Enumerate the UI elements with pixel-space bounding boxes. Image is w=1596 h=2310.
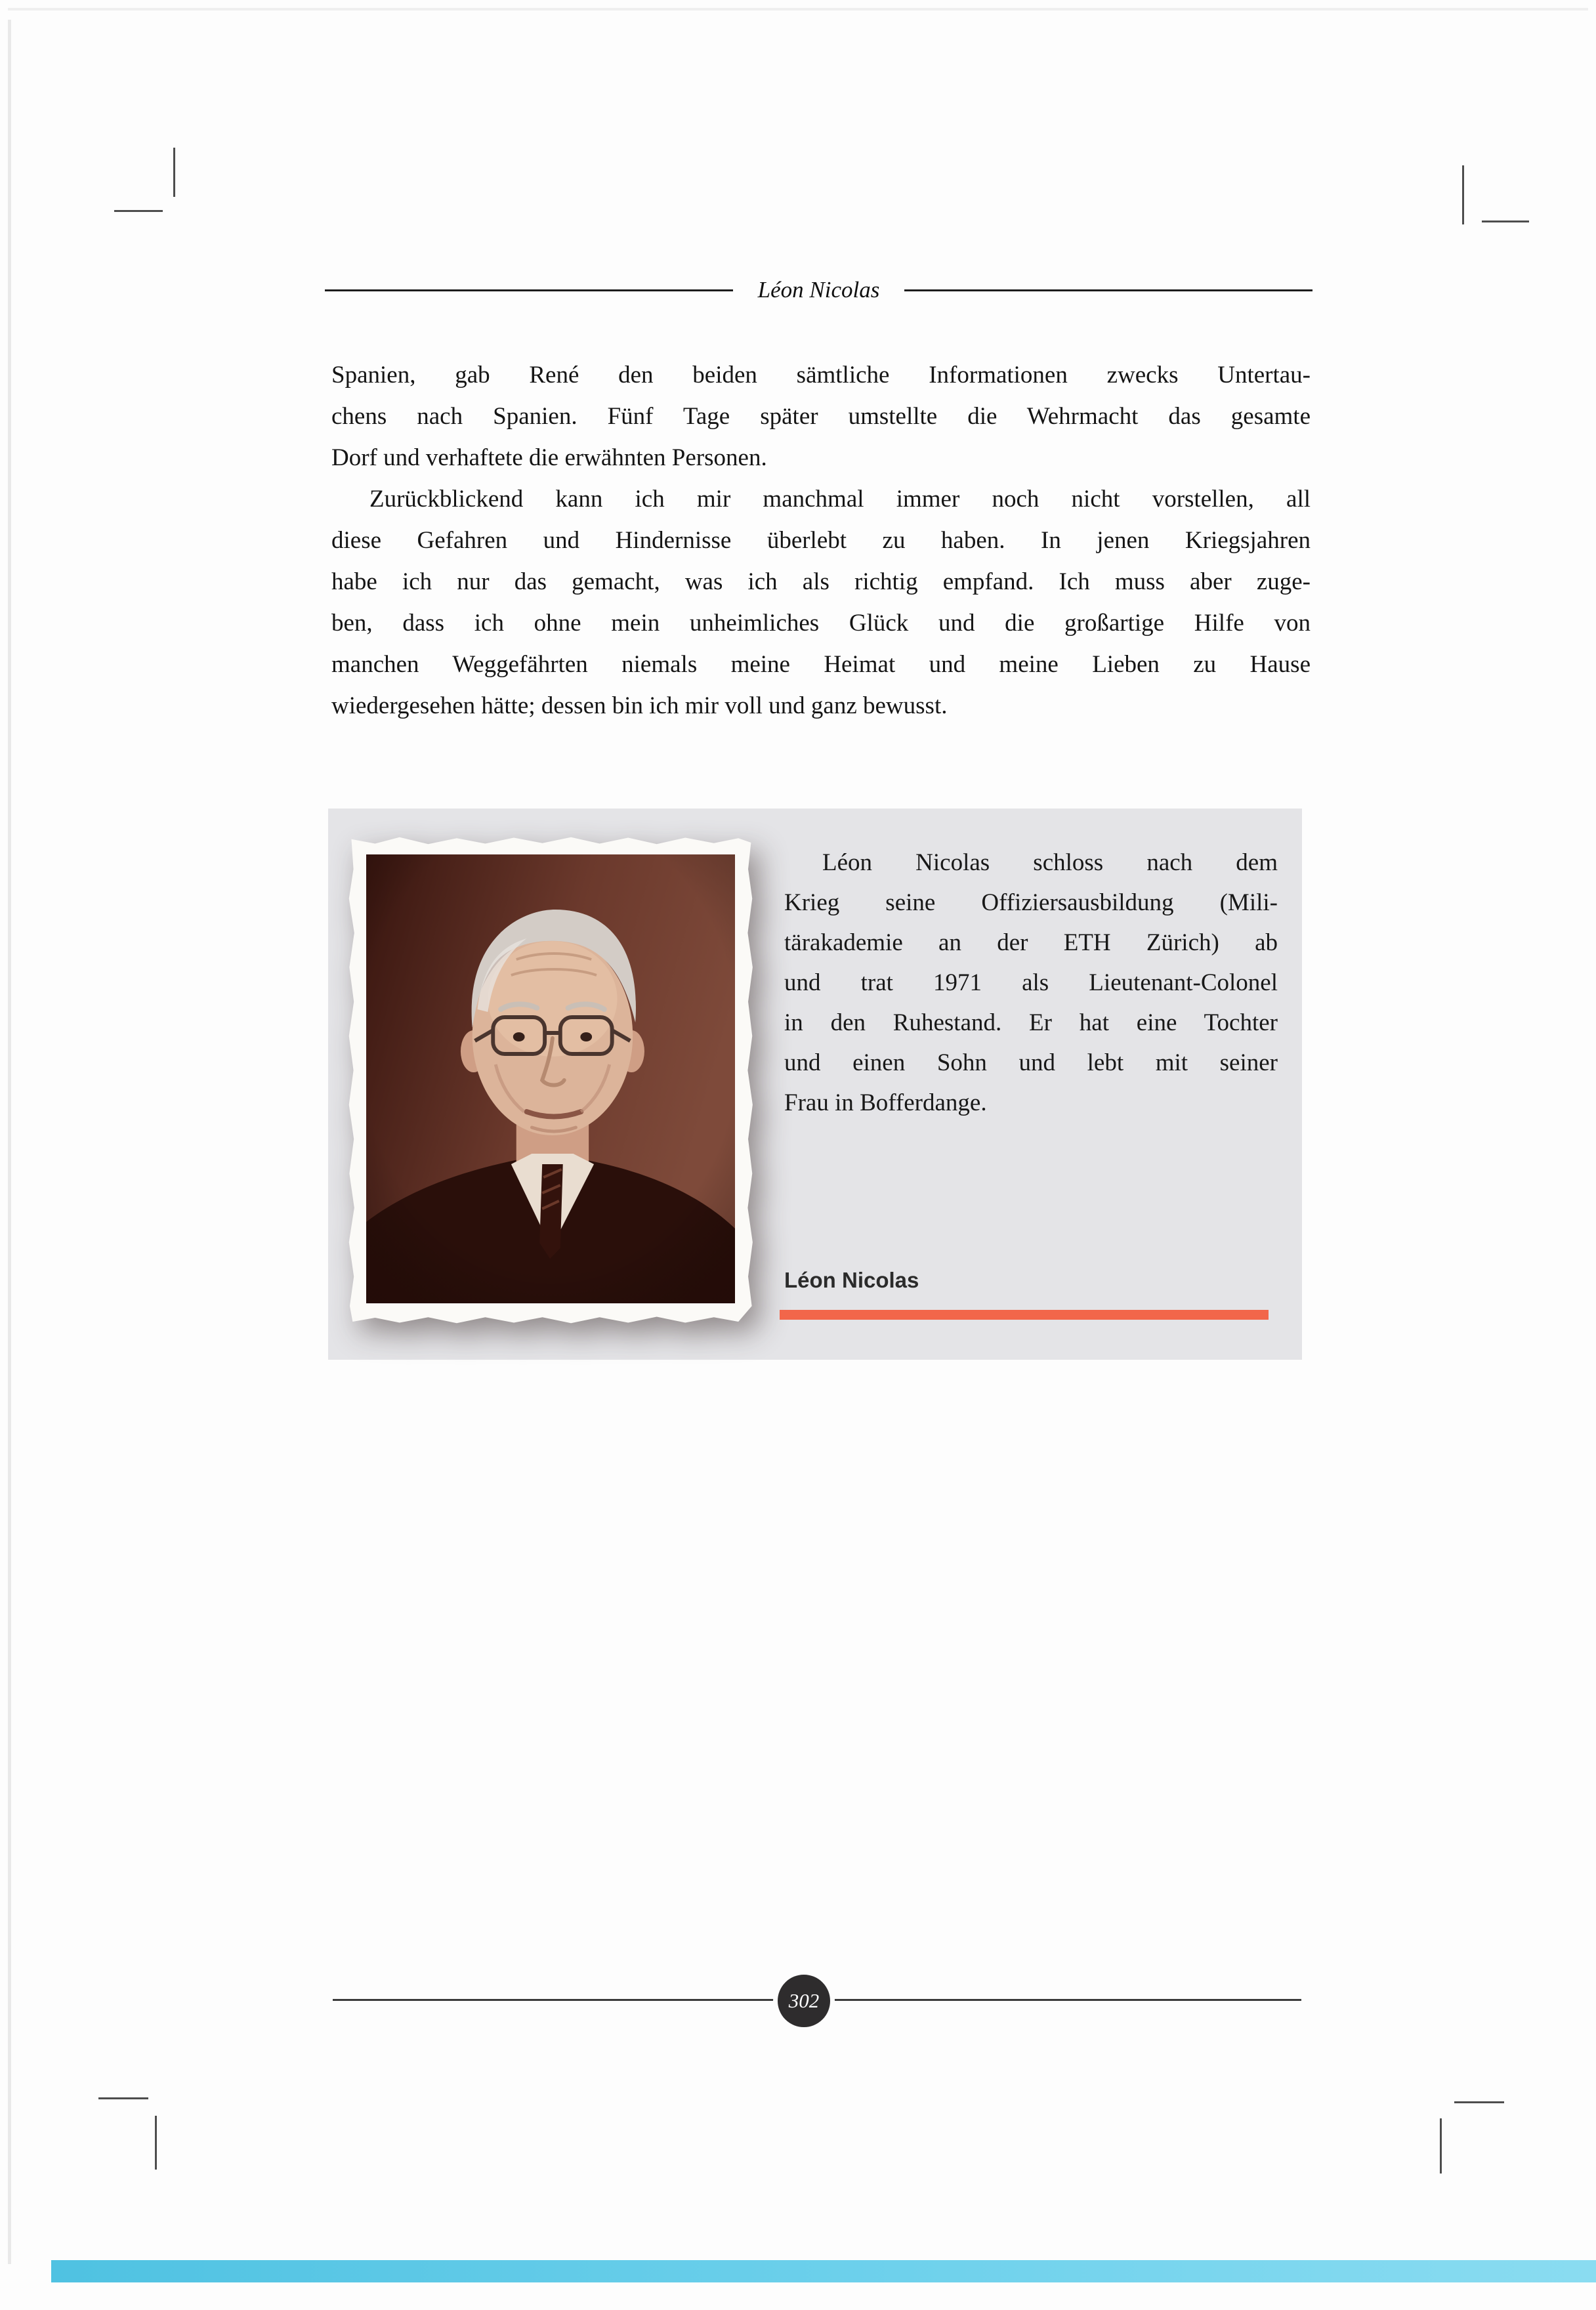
photo-caption: Léon Nicolas (784, 1268, 919, 1292)
biography-infobox (328, 808, 1302, 1360)
portrait-photo (346, 835, 755, 1326)
accent-underline-bar (780, 1310, 1269, 1320)
crop-mark-bottom-left-vertical (155, 2116, 157, 2170)
header-rule-left (325, 289, 733, 291)
crop-mark-top-right-vertical (1462, 165, 1464, 224)
running-header (325, 277, 1312, 303)
crop-mark-bottom-right-horizontal (1454, 2101, 1504, 2103)
crop-mark-bottom-right-vertical (1440, 2118, 1442, 2174)
scan-edge-artifact (8, 8, 1588, 10)
biography-text: Léon Nicolas schloss nach dem Krieg seine Offiziersausbildung (Mili- tärakademie an der ETH Zürich) ab und trat 1971 als Lieutenant-Colonel in den Ruhestand. Er hat eine Tochter und einen Sohn und lebt mit seiner Frau in Bofferdange. (784, 849, 1278, 1116)
running-header-title: Léon Nicolas (757, 277, 880, 303)
scanner-cyan-strip (51, 2260, 1596, 2282)
page-number-badge: 302 (773, 1970, 835, 2032)
scan-edge-artifact (8, 20, 11, 2264)
crop-mark-top-left-horizontal (114, 210, 163, 212)
portrait-of-elderly-man-with-glasses (366, 854, 735, 1303)
paragraph: Spanien, gab René den beiden sämtliche Informationen zwecks Untertau- chens nach Spanien. Fünf Tage später umstellte die Wehrmacht das gesamte Dorf und verhaftete die erwähnten Personen. (331, 362, 1311, 471)
photo-deckled-frame (346, 835, 755, 1326)
crop-mark-top-left-vertical (173, 148, 175, 197)
paragraph: Zurückblickend kann ich mir manchmal immer noch nicht vorstellen, all diese Gefahren und Hindernisse überlebt zu haben. In jenen Kriegsjahren habe ich nur das gemacht, was ich als richtig empfand. Ich muss aber zuge- ben, dass ich ohne mein unheimliches Glück und die großartige Hilfe von manchen Weggefährten niemals meine Heimat und meine Lieben zu Hause wiedergesehen hätte; dessen bin ich mir voll und ganz bewusst. (331, 486, 1311, 719)
header-rule-right (904, 289, 1312, 291)
crop-mark-top-right-horizontal (1482, 220, 1529, 222)
crop-mark-bottom-left-horizontal (98, 2097, 148, 2099)
body-text-column (331, 354, 1311, 726)
